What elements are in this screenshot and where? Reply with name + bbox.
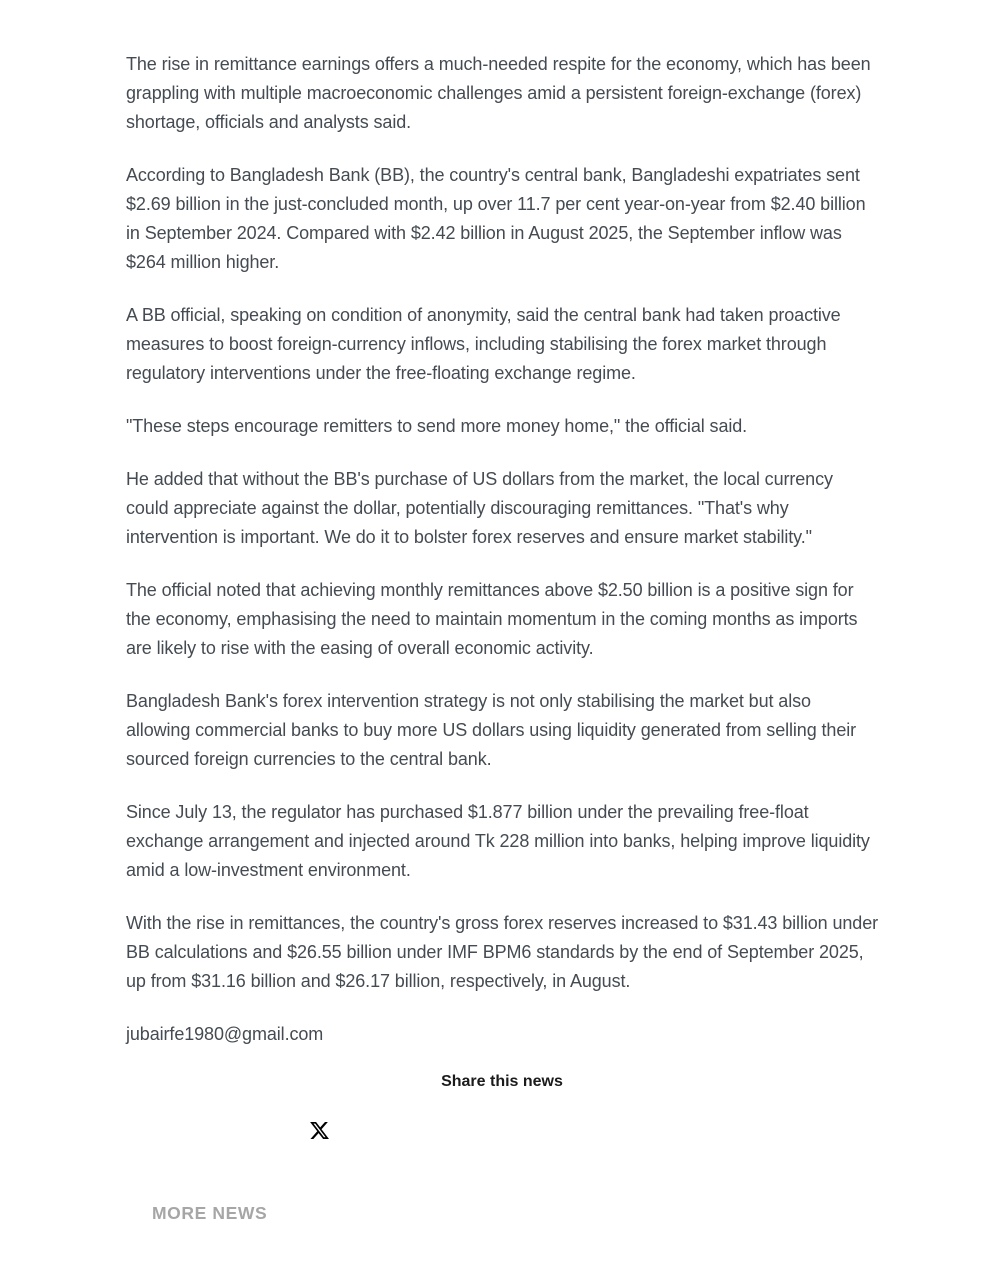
article-paragraph: The official noted that achieving monthly remittances above $2.50 billion is a positive sign for the economy, emphasising the need to maintain momentum in the coming months as imports are likely to rise with the easing of overall economic activity.: [126, 580, 858, 658]
author-email: jubairfe1980@gmail.com: [126, 1024, 324, 1044]
article-body: [126, 50, 878, 1049]
article-paragraph: The rise in remittance earnings offers a much-needed respite for the economy, which has been grappling with multiple macroeconomic challenges amid a persistent foreign-exchange (forex) shortage, officials and analysts said.: [126, 54, 871, 132]
article-paragraph: He added that without the BB's purchase of US dollars from the market, the local currency could appreciate against the dollar, potentially discouraging remittances. "That's why intervention is important. We do it to bolster forex reserves and ensure market stability.": [126, 469, 833, 547]
more-news-heading: MORE NEWS: [152, 1203, 268, 1223]
article-paragraph: Bangladesh Bank's forex intervention strategy is not only stabilising the market but also allowing commercial banks to buy more US dollars using liquidity generated from selling their sourced foreign currencies to the central bank.: [126, 691, 857, 769]
share-section: [126, 1073, 878, 1143]
article-paragraph: With the rise in remittances, the country's gross forex reserves increased to $31.43 billion under BB calculations and $26.55 billion under IMF BPM6 standards by the end of September 2025, up from $31.16 billion and $26.17 billion, respectively, in August.: [126, 913, 879, 991]
share-heading: Share this news: [441, 1073, 563, 1090]
article-paragraph: According to Bangladesh Bank (BB), the country's central bank, Bangladeshi expatriates sent $2.69 billion in the just-concluded month, up over 11.7 per cent year-on-year from $2.40 billion in September 2024. Compared with $2.42 billion in August 2025, the September inflow was $264 million higher.: [126, 165, 866, 272]
share-x-button[interactable]: [306, 1117, 332, 1143]
article-paragraph: A BB official, speaking on condition of anonymity, said the central bank had taken proactive measures to boost foreign-currency inflows, including stabilising the forex market through regulatory interventions under the free-floating exchange regime.: [126, 305, 841, 383]
article-paragraph: Since July 13, the regulator has purchased $1.877 billion under the prevailing free-float exchange arrangement and injected around Tk 228 million into banks, helping improve liquidity amid a low-investment environment.: [126, 802, 870, 880]
article-paragraph: "These steps encourage remitters to send more money home," the official said.: [126, 416, 748, 436]
share-buttons-row: [126, 1117, 878, 1143]
x-twitter-icon: [309, 1120, 330, 1141]
